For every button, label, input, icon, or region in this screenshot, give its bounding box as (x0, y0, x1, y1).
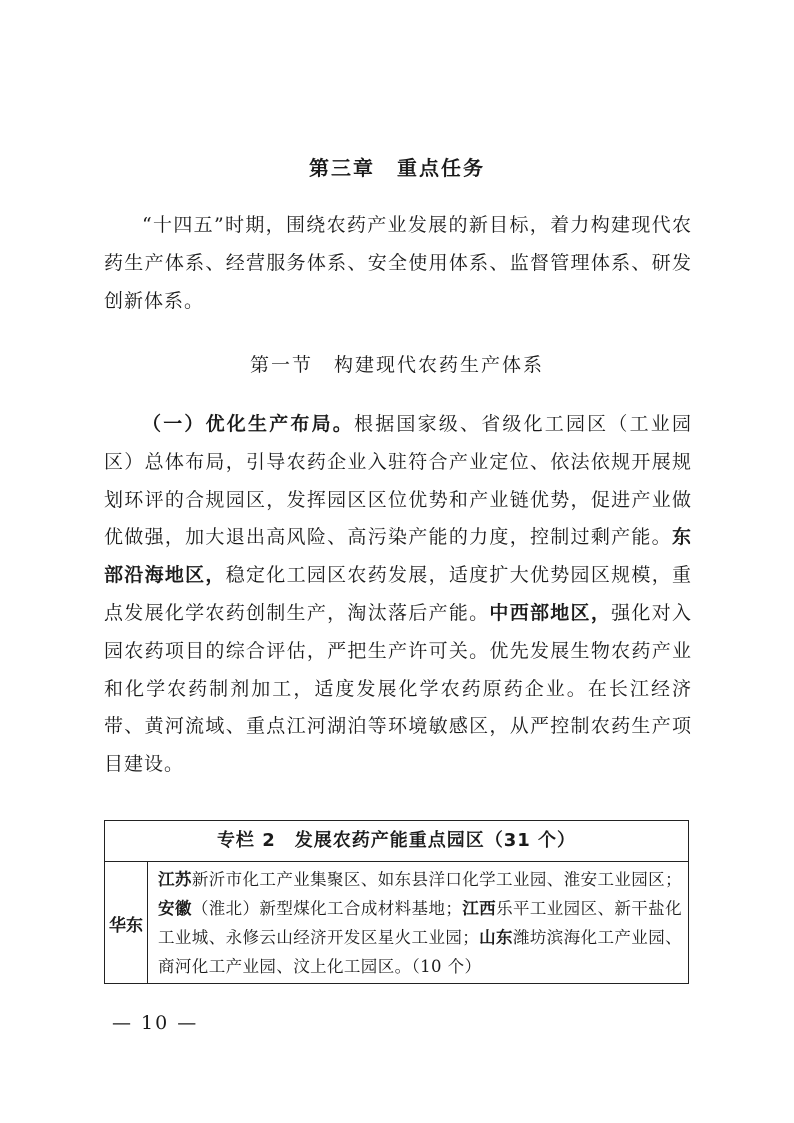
anhui-parks: （淮北）新型煤化工合成材料基地； (191, 899, 463, 918)
box-row (105, 862, 688, 984)
province-anhui: 安徽 (158, 899, 192, 918)
midwest-text: 强化对入园农药项目的综合评估，严把生产许可关。优先发展生物农药产业和化学农药制剂加工，适度发展化学农药原药企业。在长江经济带、黄河流域、重点江河湖泊等环境敏感区，从严控制农药生产项目建设。 (104, 601, 692, 776)
province-shandong: 山东 (479, 928, 513, 947)
layout-paragraph (104, 406, 692, 784)
jiangsu-parks: 新沂市化工产业集聚区、如东县洋口化学工业园、淮安工业园区； (191, 870, 682, 889)
page-number: — 10 — (112, 1012, 199, 1034)
paragraph-heading: （一）优化生产布局。 (142, 413, 354, 435)
intro-paragraph: “十四五”时期，围绕农药产业发展的新目标，着力构建现代农药生产体系、经营服务体系、安全使用体系、监督管理体系、研发创新体系。 (104, 214, 692, 312)
province-jiangsu: 江苏 (158, 870, 192, 889)
parks-list (148, 862, 688, 984)
feature-box (104, 820, 689, 984)
box-title: 专栏 2 发展农药产能重点园区（31 个） (105, 821, 688, 862)
midwest-label: 中西部地区， (489, 601, 612, 624)
chapter-title: 第三章 重点任务 (309, 156, 485, 180)
jiangxi-parks: 乐平工业园区、新干盐化工业城、永修云山经济开发区星火工业园； (158, 899, 682, 947)
region-label: 华东 (105, 862, 148, 984)
east-coastal-label: 东部沿海地区， (104, 526, 692, 587)
east-coastal-text: 稳定化工园区农药发展，适度扩大优势园区规模，重点发展化学农药创制生产，淘汰落后产能。 (104, 564, 692, 624)
section-title: 第一节 构建现代农药生产体系 (249, 354, 544, 376)
paragraph-text: 根据国家级、省级化工园区（工业园区）总体布局，引导农药企业入驻符合产业定位、依法依规开展规划环评的合规园区，发挥园区区位优势和产业链优势，促进产业做优做强，加大退出高风险、高污染产能的力度，控制过剩产能。 (104, 413, 692, 549)
shandong-parks: 潍坊滨海化工产业园、商河化工产业园、汶上化工园区。（10 个） (158, 928, 682, 976)
province-jiangxi: 江西 (462, 899, 497, 918)
